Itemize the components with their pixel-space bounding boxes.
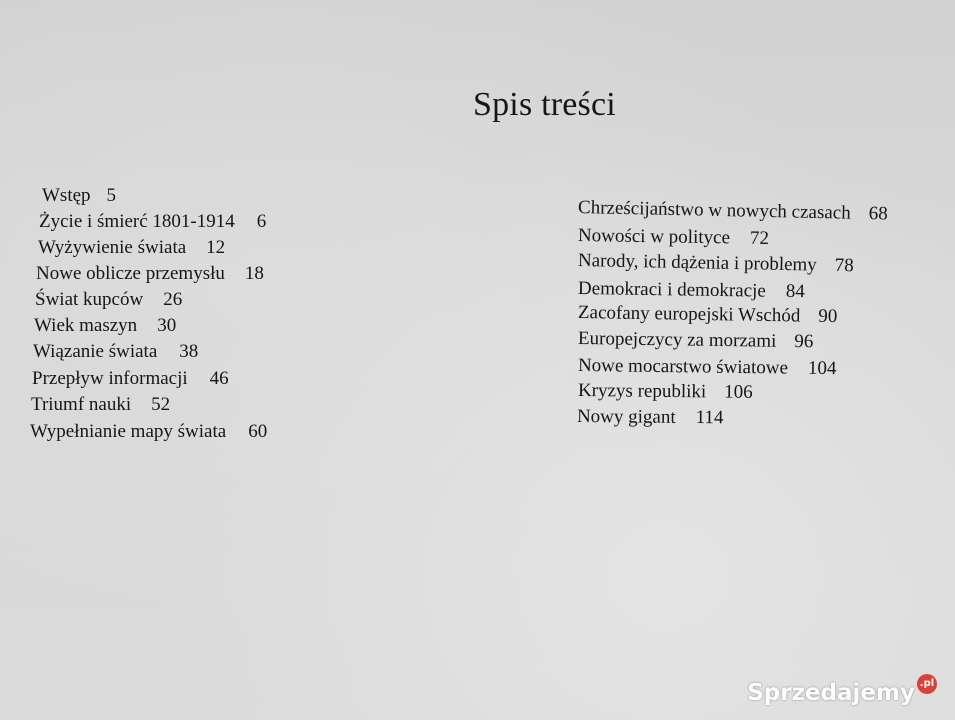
toc-entry-title: Kryzys republiki [577,380,707,403]
page-title: Spis treści [473,86,616,123]
watermark-text: Sprzedajemy [747,680,915,706]
toc-entry-page: 60 [248,421,268,442]
toc-entry-page: 6 [256,211,267,232]
toc-entry-page: 26 [163,289,183,310]
toc-entry-page: 78 [834,254,854,277]
toc-entry-title: Nowy gigant [576,406,676,428]
toc-entry [578,225,769,250]
toc-entry-title: Wypełnianie mapy świata [30,421,227,442]
watermark-tld: .pl [917,674,937,694]
toc-entry-page: 96 [794,331,814,353]
toc-entry [32,368,229,390]
toc-entry-title: Wiek maszyn [34,315,138,336]
toc-entry-title: Życie i śmierć 1801-1914 [39,211,235,232]
toc-entry-title: Nowe mocarstwo światowe [577,355,789,379]
toc-entry-page: 68 [868,203,888,225]
toc-entry-page: 104 [807,357,837,380]
toc-entry-page: 18 [244,263,264,284]
toc-entry-title: Zacofany europejski Wschód [577,302,801,327]
toc-entry-title: Narody, ich dążenia i problemy [577,250,817,276]
toc-entry-title: Wiązanie świata [33,341,158,362]
toc-entry [39,211,266,233]
toc-entry [34,315,176,337]
toc-entry-title: Europejczycy za morzami [577,328,777,352]
toc-entry [578,197,888,225]
toc-entry [578,328,814,353]
toc-entry [578,278,805,303]
toc-entry-title: Wstęp [42,185,91,206]
toc-entry [578,355,837,380]
toc-entry-title: Nowości w polityce [577,225,731,249]
toc-entry-title: Triumf nauki [31,394,132,415]
toc-entry-title: Chrześcijaństwo w nowych czasach [577,197,851,224]
toc-entry-title: Wyżywienie świata [38,237,187,258]
toc-entry-page: 114 [695,407,724,429]
toc-entry [38,237,225,259]
toc-entry [35,289,182,311]
toc-entry-page: 46 [209,368,229,389]
toc-entry [33,341,198,363]
sprzedajemy-watermark-logo [747,680,937,706]
toc-entry-page: 106 [724,381,753,403]
toc-entry [31,394,170,416]
toc-entry [42,185,116,207]
toc-entry [36,263,264,285]
toc-entry-page: 12 [206,237,226,258]
toc-entry [578,380,753,404]
toc-entry-title: Przepływ informacji [32,368,188,389]
toc-entry-page: 38 [179,341,199,362]
toc-entry [577,406,724,429]
toc-entry-page: 52 [151,394,171,415]
toc-entry-page: 5 [106,185,117,206]
toc-entry [30,421,267,443]
toc-entry-title: Nowe oblicze przemysłu [36,263,225,284]
toc-entry-title: Demokraci i demokracje [577,278,766,302]
toc-entry-page: 84 [785,280,805,303]
toc-entry-page: 72 [749,227,770,249]
toc-entry-page: 90 [818,305,838,328]
toc-entry [578,250,854,277]
toc-entry-title: Świat kupców [35,289,144,310]
toc-entry-page: 30 [157,315,177,336]
toc-entry [578,302,838,328]
